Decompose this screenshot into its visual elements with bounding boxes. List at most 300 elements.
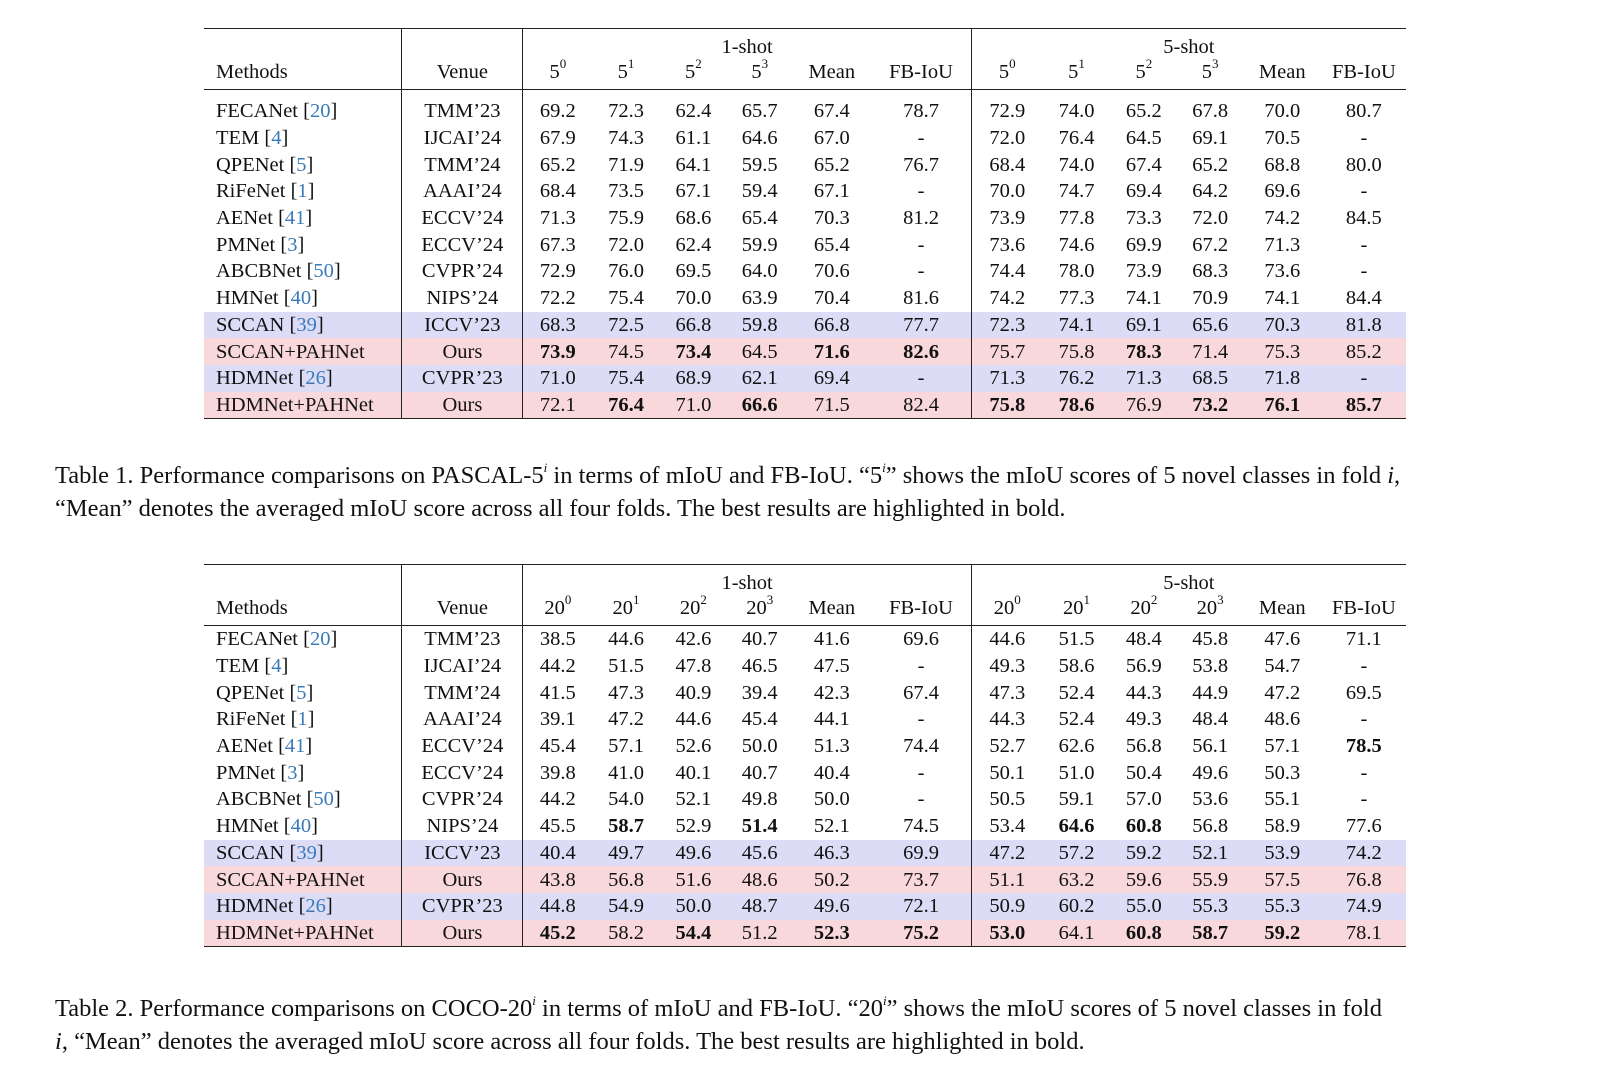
score-cell: 48.4 — [1125, 628, 1162, 651]
venue-header: Venue — [402, 59, 523, 90]
score-cell: 51.6 — [660, 866, 727, 893]
score-cell: 74.1 — [1043, 312, 1110, 339]
score-cell: 48.7 — [727, 893, 792, 920]
score-cell: 46.5 — [741, 655, 778, 678]
fold-header: $5^2$ — [1110, 59, 1177, 90]
score-cell: 67.1 — [813, 180, 850, 203]
score-cell: 67.3 — [523, 231, 592, 258]
score-cell: 76.4 — [592, 392, 659, 419]
shot-header-row — [204, 565, 1406, 596]
score-cell: 52.3 — [792, 920, 871, 947]
venue-cell: TMM’23 — [402, 98, 523, 125]
score-cell: 46.3 — [792, 840, 871, 867]
score-cell: 52.7 — [971, 733, 1043, 760]
venue-cell: IJCAI’24 — [402, 125, 523, 152]
score-cell: 75.4 — [608, 287, 644, 310]
score-cell: - — [1360, 233, 1368, 256]
score-cell: - — [917, 708, 925, 731]
citation-link[interactable]: 4 — [271, 127, 282, 150]
score-cell: 80.0 — [1345, 153, 1382, 176]
venue-cell: NIPS’24 — [402, 813, 523, 840]
score-cell: 73.9 — [1125, 260, 1162, 283]
citation-link[interactable]: 40 — [290, 287, 312, 310]
method-cell: SCCAN+PAHNet — [204, 338, 402, 365]
score-cell: 76.2 — [1043, 365, 1110, 392]
score-cell: 52.6 — [675, 735, 712, 758]
score-cell: 73.9 — [971, 205, 1043, 232]
score-cell: 64.5 — [1125, 127, 1162, 150]
citation-link[interactable]: 3 — [287, 761, 298, 784]
score-cell: 69.2 — [523, 98, 592, 125]
score-cell: 74.0 — [1058, 153, 1095, 176]
score-cell: 69.6 — [1264, 180, 1301, 203]
table-row — [204, 786, 1406, 813]
score-cell: 71.0 — [660, 392, 727, 419]
citation-link[interactable]: 50 — [313, 260, 334, 283]
table-body — [204, 98, 1406, 419]
score-cell: 55.3 — [1178, 893, 1243, 920]
table-row — [204, 759, 1406, 786]
score-cell: 52.4 — [1058, 708, 1095, 731]
score-cell: 44.9 — [1192, 681, 1229, 704]
score-cell: - — [917, 260, 925, 283]
table-row — [204, 626, 1406, 653]
score-cell: 67.0 — [813, 127, 850, 150]
citation-link[interactable]: 3 — [287, 233, 298, 256]
score-cell: 55.1 — [1264, 788, 1301, 811]
score-cell: 44.8 — [523, 893, 592, 920]
method-cell: HMNet [40] — [216, 815, 318, 838]
score-cell: 69.1 — [1192, 127, 1229, 150]
score-cell: 58.6 — [1058, 655, 1095, 678]
score-cell: 68.5 — [1178, 365, 1243, 392]
score-cell: 51.1 — [971, 866, 1043, 893]
venue-cell: ECCV’24 — [402, 759, 523, 786]
fold-header: $5^3$ — [727, 59, 792, 90]
score-cell: 51.5 — [1058, 628, 1095, 651]
score-cell: 64.1 — [675, 153, 712, 176]
score-cell: 47.2 — [608, 708, 644, 731]
score-cell: 60.2 — [1043, 893, 1110, 920]
score-cell: 59.5 — [741, 153, 778, 176]
score-cell: 50.3 — [1264, 761, 1301, 784]
score-cell: 68.4 — [523, 178, 592, 205]
citation-link[interactable]: 5 — [296, 153, 307, 176]
methods-header: Methods — [204, 59, 402, 90]
score-cell: 59.2 — [1110, 840, 1177, 867]
score-cell: 74.4 — [903, 735, 939, 758]
score-cell: 65.6 — [1178, 312, 1243, 339]
score-cell: 78.7 — [903, 100, 939, 123]
table-row — [204, 178, 1406, 205]
one-shot-label: 1-shot — [523, 29, 971, 60]
fold-header: $20^3$ — [1178, 595, 1243, 626]
score-cell: 81.8 — [1322, 312, 1406, 339]
score-cell: 50.0 — [660, 893, 727, 920]
score-cell: 68.3 — [523, 312, 592, 339]
score-cell: 80.7 — [1345, 100, 1382, 123]
score-cell: 82.6 — [871, 338, 971, 365]
score-cell: 75.4 — [592, 365, 659, 392]
score-cell: 73.6 — [971, 231, 1043, 258]
citation-link[interactable]: 39 — [296, 313, 317, 336]
score-cell: 58.9 — [1264, 815, 1301, 838]
column-header-row — [204, 595, 1406, 626]
score-cell: 64.6 — [741, 127, 778, 150]
score-cell: 48.4 — [1192, 708, 1229, 731]
score-cell: - — [917, 180, 925, 203]
table-row — [204, 813, 1406, 840]
score-cell: 76.0 — [608, 260, 644, 283]
score-cell: 74.2 — [1264, 207, 1301, 230]
method-cell: HMNet [40] — [216, 287, 318, 310]
column-header-row — [204, 59, 1406, 90]
venue-cell: ECCV’24 — [402, 205, 523, 232]
score-cell: 69.5 — [675, 260, 712, 283]
score-cell: 61.1 — [675, 127, 712, 150]
score-cell: 71.1 — [1345, 628, 1382, 651]
score-cell: 57.0 — [1125, 788, 1162, 811]
score-cell: 75.8 — [971, 392, 1043, 419]
score-cell: 47.2 — [971, 840, 1043, 867]
score-cell: 47.6 — [1264, 628, 1301, 651]
score-cell: 71.3 — [1110, 365, 1177, 392]
method-cell: HDMNet+PAHNet — [204, 392, 402, 419]
score-cell: 74.3 — [608, 127, 644, 150]
mean-header: Mean — [792, 595, 871, 626]
score-cell: 82.4 — [871, 392, 971, 419]
fbiou-header: FB-IoU — [871, 595, 971, 626]
score-cell: - — [917, 127, 925, 150]
score-cell: 59.4 — [741, 180, 778, 203]
method-cell: RiFeNet [1] — [216, 708, 315, 731]
score-cell: 77.7 — [871, 312, 971, 339]
score-cell: - — [1360, 655, 1368, 678]
score-cell: 69.4 — [792, 365, 871, 392]
methods-header: Methods — [204, 595, 402, 626]
venue-cell: AAAI’24 — [402, 178, 523, 205]
score-cell: 71.5 — [792, 392, 871, 419]
score-cell: 72.1 — [871, 893, 971, 920]
table-row — [204, 151, 1406, 178]
shot-header-row — [204, 29, 1406, 60]
score-cell: 45.6 — [727, 840, 792, 867]
score-cell: 54.0 — [608, 788, 644, 811]
method-cell: HDMNet+PAHNet — [204, 920, 402, 947]
table-body — [204, 626, 1406, 947]
score-cell: 70.3 — [1243, 312, 1322, 339]
score-cell: 72.1 — [523, 392, 592, 419]
venue-cell: Ours — [402, 920, 523, 947]
score-cell: 50.5 — [971, 786, 1043, 813]
score-cell: 78.6 — [1043, 392, 1110, 419]
venue-cell: Ours — [402, 866, 523, 893]
score-cell: 74.5 — [592, 338, 659, 365]
score-cell: 52.1 — [675, 788, 712, 811]
score-cell: 77.6 — [1345, 815, 1382, 838]
score-cell: 70.0 — [971, 178, 1043, 205]
method-cell: AENet [41] — [216, 735, 313, 758]
score-cell: - — [1360, 127, 1368, 150]
score-cell: - — [1360, 180, 1368, 203]
score-cell: 42.6 — [675, 628, 712, 651]
score-cell: 62.6 — [1058, 735, 1095, 758]
score-cell: 44.6 — [971, 626, 1043, 653]
score-cell: 78.5 — [1345, 735, 1382, 758]
score-cell: 59.6 — [1110, 866, 1177, 893]
score-cell: 41.6 — [813, 628, 850, 651]
score-cell: 53.8 — [1192, 655, 1229, 678]
score-cell: 60.8 — [1125, 815, 1162, 838]
score-cell: 71.8 — [1243, 365, 1322, 392]
table-row — [204, 125, 1406, 152]
method-cell: PMNet [3] — [216, 761, 305, 784]
score-cell: 43.8 — [523, 866, 592, 893]
score-cell: 58.2 — [592, 920, 659, 947]
score-cell: 71.9 — [608, 153, 644, 176]
score-cell: 50.9 — [971, 893, 1043, 920]
table-row — [204, 338, 1406, 365]
score-cell: 56.8 — [1125, 735, 1162, 758]
table-row — [204, 840, 1406, 867]
score-cell: 54.7 — [1264, 655, 1301, 678]
citation-link[interactable]: 50 — [313, 788, 334, 811]
table-2-caption: Table 2. Performance comparisons on COCO-20$^i$ in terms of mIoU and FB-IoU. “20$^i$” shows the mIoU scores of 5 novel classes in fold i, “Mean” denotes the averaged mIoU score across all four folds. The best results are highlighted in bold. — [55, 992, 1382, 1055]
score-cell: 72.3 — [971, 312, 1043, 339]
score-cell: 75.3 — [1243, 338, 1322, 365]
score-cell: 45.8 — [1192, 628, 1229, 651]
table-row — [204, 205, 1406, 232]
score-cell: 59.2 — [1243, 920, 1322, 947]
citation-link[interactable]: 40 — [290, 815, 312, 838]
score-cell: 49.6 — [1192, 761, 1229, 784]
venue-cell: CVPR’24 — [402, 786, 523, 813]
score-cell: 74.9 — [1322, 893, 1406, 920]
method-cell: ABCBNet [50] — [216, 260, 341, 283]
citation-link[interactable]: 41 — [284, 735, 306, 758]
score-cell: - — [1360, 788, 1368, 811]
score-cell: 68.4 — [971, 151, 1043, 178]
score-cell: 49.7 — [592, 840, 659, 867]
score-cell: 68.6 — [675, 207, 712, 230]
citation-link[interactable]: 20 — [309, 628, 331, 651]
score-cell: 47.3 — [971, 679, 1043, 706]
score-cell: 44.2 — [523, 786, 592, 813]
fold-header: $5^2$ — [660, 59, 727, 90]
score-cell: 47.3 — [608, 681, 644, 704]
score-cell: 71.6 — [792, 338, 871, 365]
score-cell: 70.5 — [1264, 127, 1301, 150]
score-cell: 71.3 — [971, 365, 1043, 392]
venue-cell: ICCV’23 — [402, 840, 523, 867]
score-cell: - — [917, 761, 925, 784]
table-2 — [204, 564, 1406, 947]
citation-link[interactable]: 5 — [296, 681, 307, 704]
score-cell: 47.8 — [675, 655, 712, 678]
score-cell: 67.4 — [813, 100, 850, 123]
score-cell: 76.9 — [1110, 392, 1177, 419]
score-cell: 64.5 — [727, 338, 792, 365]
score-cell: 63.2 — [1043, 866, 1110, 893]
citation-link[interactable]: 1 — [297, 180, 308, 203]
fold-header: $20^2$ — [1110, 595, 1177, 626]
score-cell: 74.2 — [1322, 840, 1406, 867]
method-cell: QPENet [5] — [216, 681, 314, 704]
score-cell: 72.0 — [971, 125, 1043, 152]
method-cell: ABCBNet [50] — [216, 788, 341, 811]
score-cell: 39.8 — [523, 759, 592, 786]
score-cell: 39.4 — [741, 681, 778, 704]
score-cell: 75.9 — [608, 207, 644, 230]
score-cell: 74.2 — [971, 285, 1043, 312]
score-cell: 74.5 — [903, 815, 939, 838]
citation-link[interactable]: 26 — [305, 895, 326, 918]
score-cell: 73.5 — [608, 180, 644, 203]
table-row — [204, 866, 1406, 893]
score-cell: 69.4 — [1125, 180, 1162, 203]
score-cell: 64.1 — [1043, 920, 1110, 947]
score-cell: 50.0 — [813, 788, 850, 811]
score-cell: 72.0 — [1192, 207, 1229, 230]
score-cell: 49.3 — [971, 653, 1043, 680]
score-cell: 50.0 — [741, 735, 778, 758]
score-cell: 74.1 — [1125, 287, 1162, 310]
five-shot-label: 5-shot — [971, 29, 1406, 60]
score-cell: 57.1 — [608, 735, 644, 758]
score-cell: 76.4 — [1058, 127, 1095, 150]
score-cell: 76.7 — [903, 153, 939, 176]
score-cell: 45.4 — [741, 708, 778, 731]
score-cell: 50.2 — [792, 866, 871, 893]
score-cell: 45.5 — [523, 813, 592, 840]
score-cell: 71.0 — [523, 365, 592, 392]
venue-cell: CVPR’23 — [402, 365, 523, 392]
score-cell: 56.8 — [1192, 815, 1229, 838]
citation-link[interactable]: 1 — [297, 708, 308, 731]
venue-cell: NIPS’24 — [402, 285, 523, 312]
score-cell: 65.2 — [1192, 153, 1229, 176]
score-cell: 69.9 — [1125, 233, 1162, 256]
score-cell: 51.0 — [1058, 761, 1095, 784]
venue-cell: ECCV’24 — [402, 733, 523, 760]
fbiou-header: FB-IoU — [1322, 595, 1406, 626]
score-cell: 67.4 — [1125, 153, 1162, 176]
score-cell: 74.0 — [1058, 100, 1095, 123]
score-cell: 69.5 — [1345, 681, 1382, 704]
fold-header: $20^3$ — [727, 595, 792, 626]
score-cell: 40.4 — [523, 840, 592, 867]
citation-link[interactable]: 20 — [309, 100, 331, 123]
score-cell: 57.5 — [1243, 866, 1322, 893]
citation-link[interactable]: 26 — [305, 367, 326, 390]
table-row — [204, 365, 1406, 392]
score-cell: 69.6 — [903, 628, 939, 651]
score-cell: 84.5 — [1345, 207, 1382, 230]
score-cell: 66.6 — [727, 392, 792, 419]
score-cell: 40.9 — [675, 681, 712, 704]
score-cell: 44.6 — [608, 628, 644, 651]
venue-cell: TMM’24 — [402, 679, 523, 706]
citation-link[interactable]: 39 — [296, 841, 317, 864]
score-cell: 51.2 — [727, 920, 792, 947]
score-cell: 52.9 — [675, 815, 712, 838]
fold-header: $5^0$ — [523, 59, 592, 90]
score-cell: 41.0 — [608, 761, 644, 784]
table-row — [204, 706, 1406, 733]
score-cell: 40.7 — [741, 761, 778, 784]
score-cell: 67.4 — [903, 681, 939, 704]
table-row — [204, 392, 1406, 419]
score-cell: 49.6 — [792, 893, 871, 920]
score-cell: 48.6 — [727, 866, 792, 893]
score-cell: 85.7 — [1322, 392, 1406, 419]
score-cell: 70.9 — [1192, 287, 1229, 310]
score-cell: 75.8 — [1043, 338, 1110, 365]
score-cell: 52.1 — [813, 815, 850, 838]
score-cell: 65.4 — [741, 207, 778, 230]
venue-cell: AAAI’24 — [402, 706, 523, 733]
five-shot-label: 5-shot — [971, 565, 1406, 596]
table-row — [204, 893, 1406, 920]
table-row — [204, 258, 1406, 285]
mean-header: Mean — [1243, 595, 1322, 626]
method-cell: AENet [41] — [216, 207, 313, 230]
score-cell: - — [1360, 708, 1368, 731]
score-cell: 70.3 — [813, 207, 850, 230]
score-cell: 74.4 — [971, 258, 1043, 285]
method-cell: SCCAN [39] — [204, 840, 402, 867]
score-cell: 40.7 — [741, 628, 778, 651]
score-cell: - — [917, 788, 925, 811]
fold-header: $5^0$ — [971, 59, 1043, 90]
score-cell: 69.9 — [871, 840, 971, 867]
score-cell: 52.4 — [1058, 681, 1095, 704]
score-cell: 57.2 — [1043, 840, 1110, 867]
table-1-caption: Table 1. Performance comparisons on PASCAL-5$^i$ in terms of mIoU and FB-IoU. “5$^i$” shows the mIoU scores of 5 novel classes in fold i, “Mean” denotes the averaged mIoU score across all four folds. The best results are highlighted in bold. — [55, 459, 1401, 522]
score-cell: 74.1 — [1264, 287, 1301, 310]
score-cell: 67.2 — [1192, 233, 1229, 256]
table-row — [204, 312, 1406, 339]
table-row — [204, 98, 1406, 125]
score-cell: 64.0 — [741, 260, 778, 283]
method-cell: HDMNet [26] — [204, 365, 402, 392]
venue-cell: TMM’24 — [402, 151, 523, 178]
venue-cell: Ours — [402, 338, 523, 365]
score-cell: 65.7 — [741, 100, 778, 123]
venue-cell: ICCV’23 — [402, 312, 523, 339]
method-cell: FECANet [20] — [216, 628, 338, 651]
score-cell: 73.4 — [660, 338, 727, 365]
venue-cell: ECCV’24 — [402, 231, 523, 258]
score-cell: 66.8 — [660, 312, 727, 339]
citation-link[interactable]: 41 — [284, 207, 306, 230]
score-cell: 84.4 — [1345, 287, 1382, 310]
citation-link[interactable]: 4 — [271, 655, 282, 678]
score-cell: 53.4 — [971, 813, 1043, 840]
score-cell: 77.3 — [1058, 287, 1095, 310]
score-cell: 44.3 — [1125, 681, 1162, 704]
fbiou-header: FB-IoU — [1322, 59, 1406, 90]
score-cell: 64.2 — [1192, 180, 1229, 203]
score-cell: 56.8 — [592, 866, 659, 893]
score-cell: 72.9 — [971, 98, 1043, 125]
table-row — [204, 679, 1406, 706]
fold-header: $20^1$ — [1043, 595, 1110, 626]
method-cell: RiFeNet [1] — [216, 180, 315, 203]
score-cell: 55.0 — [1110, 893, 1177, 920]
score-cell: 81.2 — [903, 207, 939, 230]
score-cell: 65.2 — [523, 151, 592, 178]
